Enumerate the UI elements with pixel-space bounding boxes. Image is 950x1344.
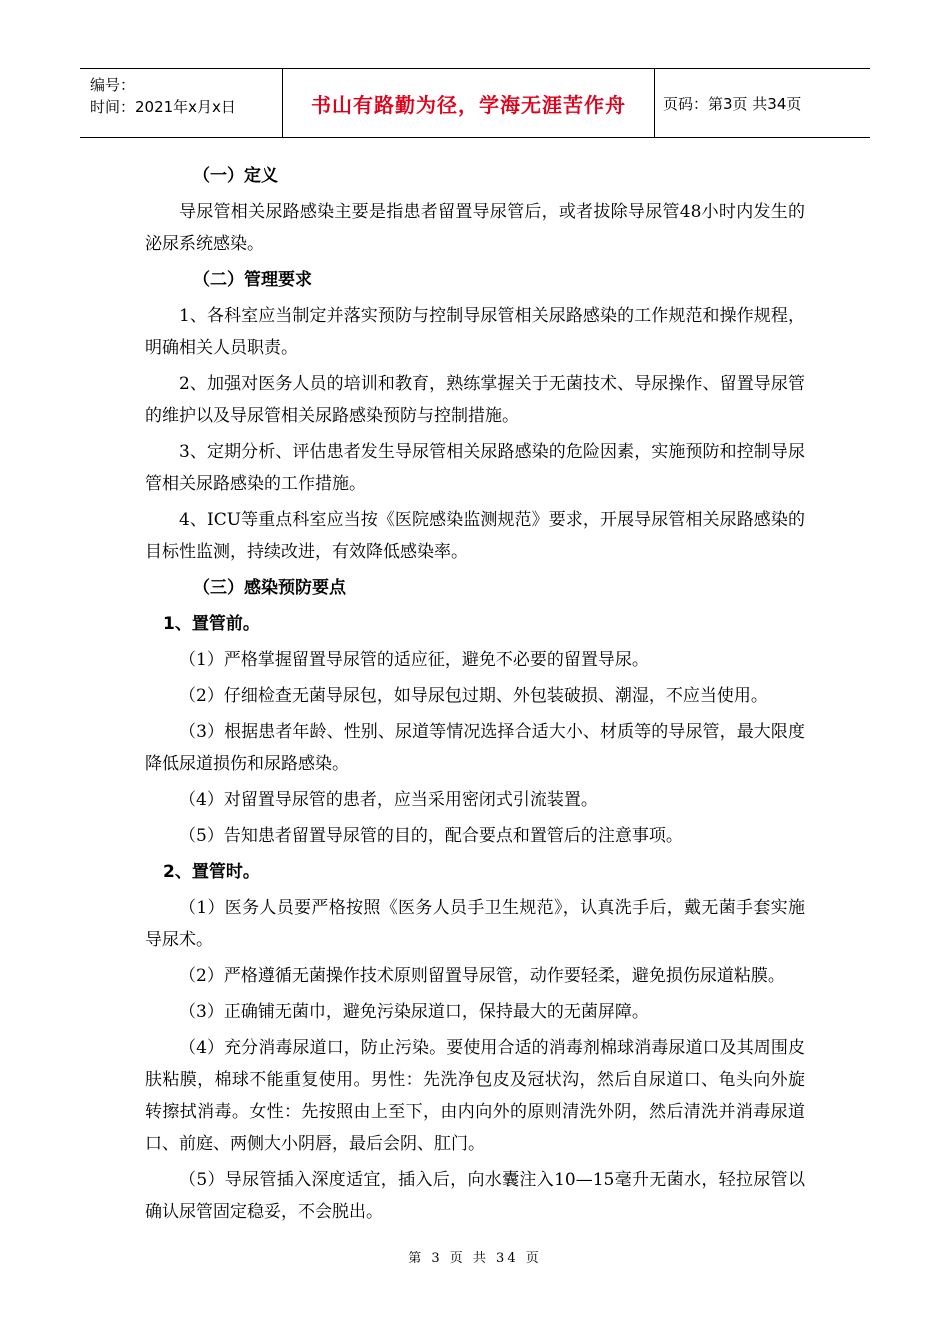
section-heading: （二）管理要求 [193,270,312,290]
section-heading: 1、置管前。 [163,614,260,634]
paragraph: 4、ICU等重点科室应当按《医院感染监测规范》要求，开展导尿管相关尿路感染的目标性监测，持续改进，有效降低感染率。 [145,510,805,562]
header-motto-cell [283,69,655,137]
paragraph: （5）导尿管插入深度适宜，插入后，向水囊注入10—15毫升无菌水，轻拉尿管以确认尿管固定稳妥，不会脱出。 [145,1170,805,1222]
paragraph: （4）充分消毒尿道口，防止污染。要使用合适的消毒剂棉球消毒尿道口及其周围皮肤粘膜，棉球不能重复使用。男性：先洗净包皮及冠状沟，然后自尿道口、龟头向外旋转擦拭消毒。女性：先按照由上至下，由内向外的原则清洗外阴，然后清洗并消毒尿道口、前庭、两侧大小阴唇，最后会阴、肛门。 [145,1038,805,1154]
paragraph: 3、定期分析、评估患者发生导尿管相关尿路感染的危险因素，实施预防和控制导尿管相关尿路感染的工作措施。 [145,442,805,494]
header-page-info-cell [655,69,870,137]
section-heading: （一）定义 [193,166,278,186]
paragraph: 1、各科室应当制定并落实预防与控制导尿管相关尿路感染的工作规范和操作规程，明确相关人员职责。 [145,306,805,358]
paragraph: 导尿管相关尿路感染主要是指患者留置导尿管后，或者拔除导尿管48小时内发生的泌尿系统感染。 [145,202,805,254]
header-page-info: 页码：第3页 共34页 [663,94,802,113]
date-label: 时间：2021年x月x日 [90,98,236,116]
document-body [145,160,805,1232]
paragraph: （1）严格掌握留置导尿管的适应征，避免不必要的留置导尿。 [179,650,649,670]
paragraph: （3）根据患者年龄、性别、尿道等情况选择合适大小、材质等的导尿管，最大限度降低尿道损伤和尿路感染。 [145,722,805,774]
page-footer: 第 3 页 共 34 页 [408,1251,542,1266]
paragraph: 2、加强对医务人员的培训和教育，熟练掌握关于无菌技术、导尿操作、留置导尿管的维护以及导尿管相关尿路感染预防与控制措施。 [145,374,805,426]
paragraph: （2）严格遵循无菌操作技术原则留置导尿管，动作要轻柔，避免损伤尿道粘膜。 [179,966,785,986]
section-heading: 2、置管时。 [163,862,260,882]
paragraph: （3）正确铺无菌巾，避免污染尿道口，保持最大的无菌屏障。 [179,1002,649,1022]
paragraph: （2）仔细检查无菌导尿包，如导尿包过期、外包装破损、潮湿，不应当使用。 [179,686,768,706]
header-motto: 书山有路勤为径，学海无涯苦作舟 [311,92,626,117]
paragraph: （1）医务人员要严格按照《医务人员手卫生规范》，认真洗手后，戴无菌手套实施导尿术。 [145,898,805,950]
paragraph: （4）对留置导尿管的患者，应当采用密闭式引流装置。 [179,790,598,810]
paragraph: （5）告知患者留置导尿管的目的，配合要点和置管后的注意事项。 [179,826,683,846]
section-heading: （三）感染预防要点 [193,578,346,598]
serial-label: 编号： [90,76,136,94]
page-header [80,68,870,138]
header-meta [80,69,283,137]
